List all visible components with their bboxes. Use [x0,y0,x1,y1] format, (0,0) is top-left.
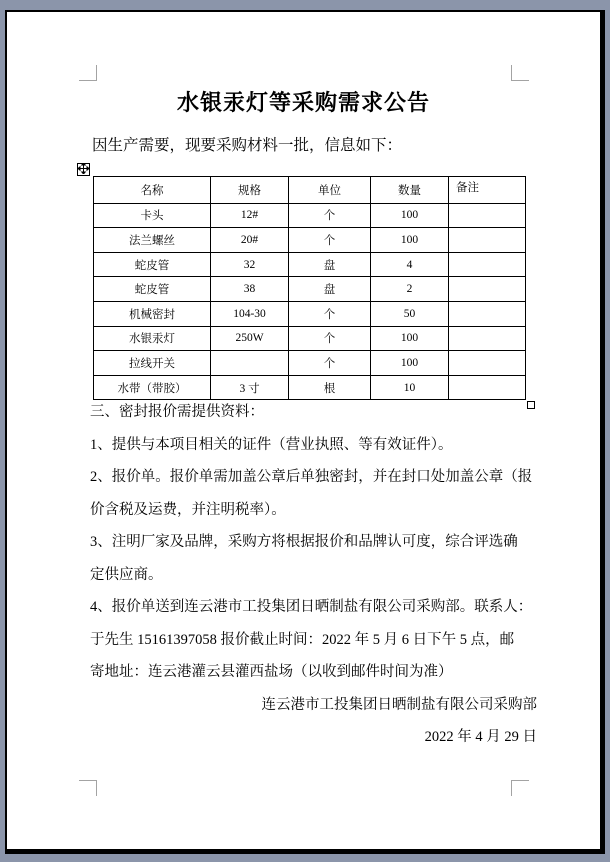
cell-unit[interactable]: 个 [289,326,371,351]
cell-quantity[interactable]: 10 [371,375,449,400]
document-title[interactable]: 水银汞灯等采购需求公告 [176,90,430,115]
cell-remark[interactable] [449,301,526,326]
cell-spec[interactable]: 104-30 [211,301,289,326]
cell-unit[interactable]: 个 [289,228,371,253]
cell-remark[interactable] [449,228,526,253]
list-item-2-line-2[interactable]: 价含税及运费，并注明税率）。 [90,501,286,518]
document-page[interactable] [5,10,605,854]
header-quantity[interactable]: 数量 [371,177,449,204]
table-move-handle[interactable] [77,163,90,176]
cell-quantity[interactable]: 2 [371,277,449,302]
cell-name[interactable]: 水带（带胶） [94,375,211,400]
list-item-3-line-1[interactable]: 3、注明厂家及品牌，采购方将根据报价和品牌认可度，综合评选确 [90,534,518,550]
cell-unit[interactable]: 个 [289,203,371,228]
list-item-4-line-1[interactable]: 4、报价单送到连云港市工投集团日晒制盐有限公司采购部。联系人： [90,599,533,615]
intro-paragraph[interactable]: 因生产需要，现要采购材料一批，信息如下： [92,137,403,154]
table-row [94,228,526,253]
cell-spec[interactable]: 3 寸 [211,375,289,400]
cell-remark[interactable] [449,351,526,376]
cell-name[interactable]: 蛇皮管 [94,252,211,277]
cell-name[interactable]: 机械密封 [94,301,211,326]
cell-name[interactable]: 水银汞灯 [94,326,211,351]
cell-unit[interactable]: 个 [289,301,371,326]
margin-mark-bottom-left-icon [79,780,97,796]
header-name[interactable]: 名称 [94,177,211,204]
margin-mark-bottom-right-icon [511,780,529,796]
cell-remark[interactable] [449,252,526,277]
cell-name[interactable]: 蛇皮管 [94,277,211,302]
move-cross-icon [78,161,89,179]
list-item-4-line-3[interactable]: 寄地址：连云港灌云县灌西盐场（以收到邮件时间为准） [90,664,453,680]
cell-remark[interactable] [449,277,526,302]
cell-unit[interactable]: 根 [289,375,371,400]
cell-quantity[interactable]: 100 [371,326,449,351]
cell-quantity[interactable]: 100 [371,351,449,376]
list-item-3-line-2[interactable]: 定供应商。 [90,566,163,583]
cell-quantity[interactable]: 100 [371,228,449,253]
cell-spec[interactable]: 32 [211,252,289,277]
cell-name[interactable]: 拉线开关 [94,351,211,376]
header-unit[interactable]: 单位 [289,177,371,204]
list-item-4-line-2[interactable]: 于先生 15161397058 报价截止时间：2022 年 5 月 6 日下午 5 点，邮 [90,631,515,648]
signature-line[interactable]: 连云港市工投集团日晒制盐有限公司采购部 [261,696,537,713]
header-spec[interactable]: 规格 [211,177,289,204]
cell-remark[interactable] [449,326,526,351]
body-text-block [90,396,537,754]
cell-spec[interactable]: 38 [211,277,289,302]
cell-unit[interactable]: 盘 [289,252,371,277]
cell-unit[interactable]: 盘 [289,277,371,302]
cell-name[interactable]: 卡头 [94,203,211,228]
cell-spec[interactable] [211,351,289,376]
table-row [94,326,526,351]
cell-quantity[interactable]: 100 [371,203,449,228]
table-row [94,203,526,228]
cell-spec[interactable]: 12# [211,203,289,228]
table-row [94,252,526,277]
cell-spec[interactable]: 20# [211,228,289,253]
cell-remark[interactable] [449,203,526,228]
cell-unit[interactable]: 个 [289,351,371,376]
cell-quantity[interactable]: 50 [371,301,449,326]
table-row [94,351,526,376]
date-line[interactable]: 2022 年 4 月 29 日 [424,729,537,745]
list-item-2-line-1[interactable]: 2、报价单。报价单需加盖公章后单独密封，并在封口处加盖公章（报 [90,469,533,485]
cell-name[interactable]: 法兰螺丝 [94,228,211,253]
materials-table [93,176,526,400]
cell-spec[interactable]: 250W [211,326,289,351]
list-item-1[interactable]: 1、提供与本项目相关的证件（营业执照、等有效证件）。 [90,436,453,453]
margin-mark-top-left-icon [79,65,97,81]
table-header-row [94,177,526,204]
header-remark[interactable]: 备注 [449,177,526,204]
margin-mark-top-right-icon [511,65,529,81]
table-row [94,301,526,326]
cell-quantity[interactable]: 4 [371,252,449,277]
table-row [94,277,526,302]
section-heading[interactable]: 三、密封报价需提供资料： [90,404,264,420]
